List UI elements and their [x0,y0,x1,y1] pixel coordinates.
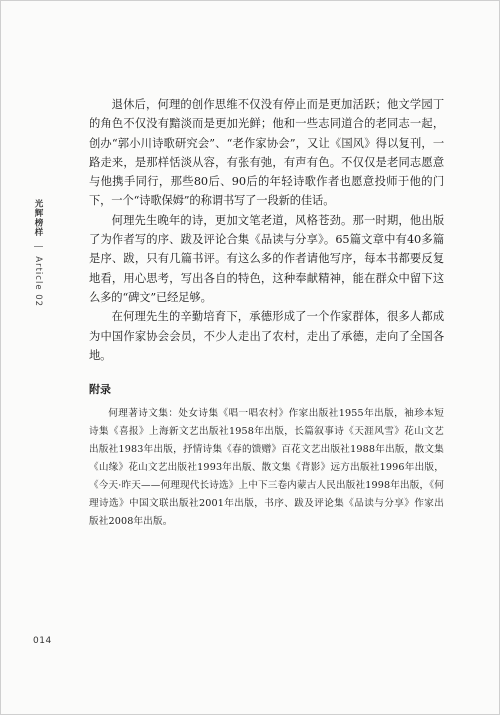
page-number: 014 [33,636,52,646]
header-separator: | [33,244,43,249]
appendix-title: 附录 [89,383,111,396]
article-label: Article 02 [33,256,43,308]
body-paragraph: 退休后，何理的创作思维不仅没有停止而是更加活跃；他文学园丁的角色不仅没有黯淡而是更加光鲜；他和一些志同道合的老同志一起，创办“郭小川诗歌研究会”、“老作家协会”，又让《国风》得以复刊，一路走来，是那样恬淡从容，有张有弛，有声有色。不仅仅是老同志愿意与他携手同行，那些80后、90后的年轻诗歌作者也愿意投师于他的门下，一个“诗歌保姆”的称谓书写了一段新的佳话。 [89,98,444,208]
appendix-body: 何理著诗文集：处女诗集《唱一唱农村》作家出版社1955年出版，袖珍本短诗集《喜报》上海新文艺出版社1958年出版，长篇叙事诗《天涯风雪》花山文艺出版社1983年出版，抒情诗集《春的馈赠》百花文艺出版社1988年出版，散文集《山缘》花山文艺出版社1993年出版、散文集《背影》远方出版社1996年出版，《今天·昨天——何理现代长诗选》上中下三卷内蒙古人民出版社1998年出版，《何理诗选》中国文联出版社2001年出版，书序、跋及评论集《品读与分享》作家出版社2008年出版。 [89,408,444,527]
appendix-section [89,381,444,531]
body-paragraph: 在何理先生的辛勤培育下，承德形成了一个作家群体，很多人都成为中国作家协会会员，不少人走出了农村，走出了承德，走向了全国各地。 [89,310,444,362]
article-body [89,95,444,365]
section-title: 光辉榜样 [33,199,43,237]
body-paragraph: 何理先生晚年的诗，更加文笔老道，风格苍劲。那一时期，他出版了为作者写的序、跋及评论合集《品读与分享》。65篇文章中有40多篇是序、跋，只有几篇书评。有这么多的作者请他写序，每本书都要反复地看，用心思考，写出各自的特色，这种奉献精神，能在群众中留下这么多的“碑文”已经足够。 [89,213,444,304]
running-header-vertical [31,199,45,307]
